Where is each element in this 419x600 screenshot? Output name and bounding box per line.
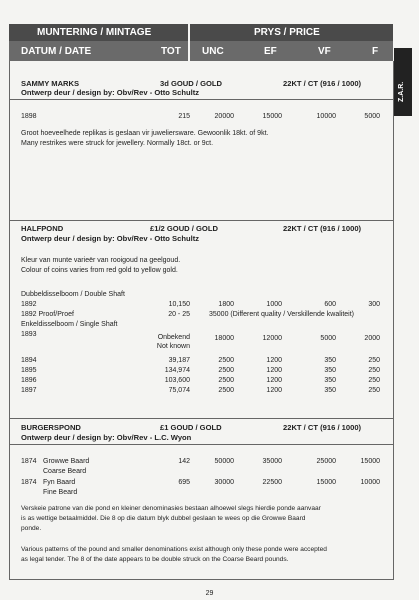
sammy-design: Ontwerp deur / design by: Obv/Rev - Otto Schultz (21, 88, 200, 97)
halfpond-denom: £1/2 GOUD / GOLD (150, 224, 218, 233)
burgers-b-f: 10000 (360, 479, 380, 486)
row-1892-unc: 1800 (218, 301, 234, 308)
row-1892-tot: 10,150 (168, 301, 190, 308)
burgers-a-desc1: Growwe Baard (43, 458, 90, 465)
row-1893-date: 1893 (21, 331, 37, 338)
burgers-b-desc2: Fine Beard (43, 489, 78, 496)
sammy-date: 1898 (21, 113, 37, 120)
side-tab (394, 48, 412, 116)
row-1893-tot2: Not known (156, 343, 190, 350)
burgers-a-date: 1874 (21, 458, 37, 465)
row-1897-date: 1897 (21, 387, 37, 394)
burgers-b-ef: 22500 (262, 479, 282, 486)
halfpond-design: Ontwerp deur / design by: Obv/Rev - Otto Schultz (21, 234, 200, 243)
burgers-a-vf: 25000 (316, 458, 336, 465)
row-1892-vf: 600 (324, 301, 336, 308)
sammy-divider (9, 99, 394, 100)
price-title: PRYS / PRICE (254, 27, 320, 38)
col-ef: EF (264, 46, 277, 57)
row-1893-tot1: Onbekend (157, 334, 190, 341)
halfpond-purity: 22KT / CT (916 / 1000) (283, 224, 362, 233)
burgers-b-unc: 30000 (214, 479, 234, 486)
row-1896-ef: 1200 (266, 377, 282, 384)
row-1892-date: 1892 (21, 301, 37, 308)
mintage-title: MUNTERING / MINTAGE (37, 27, 152, 38)
sammy-unc: 20000 (214, 113, 234, 120)
row-1892-ef: 1000 (266, 301, 282, 308)
burgers-divider (9, 444, 394, 445)
row-1896-date: 1896 (21, 377, 37, 384)
row-1892-proof-tot: 20 - 25 (168, 311, 190, 318)
row-1897-vf: 350 (324, 387, 336, 394)
row-1895-unc: 2500 (218, 367, 234, 374)
row-1895-date: 1895 (21, 367, 37, 374)
sammy-note-af: Groot hoeveelhede replikas is geslaan vir juweliersware. Gewoonlik 18kt. of 9kt. (21, 130, 269, 137)
row-1896-unc: 2500 (218, 377, 234, 384)
row-1895-tot: 134,974 (164, 367, 190, 374)
shaft-double-label: Dubbeldisselboom / Double Shaft (21, 291, 125, 298)
row-1892-f: 300 (368, 301, 380, 308)
col-f: F (372, 46, 379, 57)
burgers-name: BURGERSPOND (21, 423, 81, 432)
column-header-right (190, 41, 393, 61)
burgers-design: Ontwerp deur / design by: Obv/Rev - L.C. Wyon (21, 433, 192, 442)
burgers-note-en-2: as legal tender. The 8 of the date appears to be double struck on the Coarse Beard pounds. (21, 556, 289, 563)
burgers-purity: 22KT / CT (916 / 1000) (283, 423, 362, 432)
col-tot: TOT (161, 46, 181, 57)
burgers-a-f: 15000 (360, 458, 380, 465)
row-1895-f: 250 (368, 367, 380, 374)
burgers-b-vf: 15000 (316, 479, 336, 486)
burgers-note-af-2: is as wettige betaalmiddel. Die 8 op die datum blyk dubbel geslaan te wees op die Growwe Baard (21, 515, 306, 522)
halfpond-top-divider (9, 220, 394, 221)
side-tab-label: Z.A.R. (398, 81, 405, 102)
sammy-denom: 3d GOUD / GOLD (160, 79, 223, 88)
row-1895-vf: 350 (324, 367, 336, 374)
row-1894-f: 250 (368, 357, 380, 364)
page-number: 29 (205, 590, 214, 597)
burgers-a-desc2: Coarse Beard (43, 468, 87, 475)
col-vf: VF (318, 46, 331, 57)
burgers-note-af-1: Verskeie patrone van die pond en kleiner denominasies bestaan alhoewel slegs hierdie ponde aanvaar (21, 505, 321, 512)
row-1896-tot: 103,600 (164, 377, 190, 384)
burgers-top-divider (9, 418, 394, 419)
sammy-purity: 22KT / CT (916 / 1000) (283, 79, 362, 88)
row-1893-ef: 12000 (262, 335, 282, 342)
row-1897-f: 250 (368, 387, 380, 394)
row-1894-tot: 39,187 (168, 357, 190, 364)
burgers-a-tot: 142 (178, 458, 190, 465)
burgers-b-desc1: Fyn Baard (43, 479, 76, 486)
halfpond-note-af: Kleur van munte varieër van rooigoud na geelgoud. (21, 257, 181, 264)
row-1896-vf: 350 (324, 377, 336, 384)
row-1897-unc: 2500 (218, 387, 234, 394)
sammy-name: SAMMY MARKS (21, 79, 80, 88)
halfpond-note-en: Colour of coins varies from red gold to yellow gold. (21, 267, 178, 274)
sammy-ef: 15000 (262, 113, 282, 120)
sammy-note-en: Many restrikes were struck for jewellery. Normally 18ct. or 9ct. (21, 140, 214, 147)
row-1895-ef: 1200 (266, 367, 282, 374)
burgers-denom: £1 GOUD / GOLD (160, 423, 222, 432)
row-1892-proof-date: 1892 Proof/Proef (21, 311, 74, 318)
burgers-a-unc: 50000 (214, 458, 234, 465)
shaft-single-label: Enkeldisselboom / Single Shaft (21, 321, 118, 328)
row-1893-unc: 18000 (214, 335, 234, 342)
burgers-b-tot: 695 (178, 479, 190, 486)
col-unc: UNC (202, 46, 224, 57)
sammy-tot: 215 (178, 113, 190, 120)
burgers-note-en-1: Various patterns of the pound and smaller denominations exist although only these ponde were accepted (21, 546, 327, 553)
sammy-vf: 10000 (316, 113, 336, 120)
row-1893-vf: 5000 (320, 335, 336, 342)
row-1893-f: 2000 (364, 335, 380, 342)
burgers-note-af-3: ponde. (21, 525, 42, 532)
mintage-header (9, 24, 188, 41)
column-header-left (9, 41, 188, 61)
row-1892-proof-price: 35000 (Different quality / Verskillende kwaliteit) (209, 311, 355, 318)
row-1894-date: 1894 (21, 357, 37, 364)
row-1897-tot: 75,074 (168, 387, 190, 394)
row-1894-unc: 2500 (218, 357, 234, 364)
row-1897-ef: 1200 (266, 387, 282, 394)
halfpond-name: HALFPOND (21, 224, 64, 233)
sammy-f: 5000 (364, 113, 380, 120)
burgers-b-date: 1874 (21, 479, 37, 486)
row-1896-f: 250 (368, 377, 380, 384)
row-1894-vf: 350 (324, 357, 336, 364)
price-header (190, 24, 393, 41)
burgers-a-ef: 35000 (262, 458, 282, 465)
row-1894-ef: 1200 (266, 357, 282, 364)
col-date: DATUM / DATE (21, 46, 92, 57)
